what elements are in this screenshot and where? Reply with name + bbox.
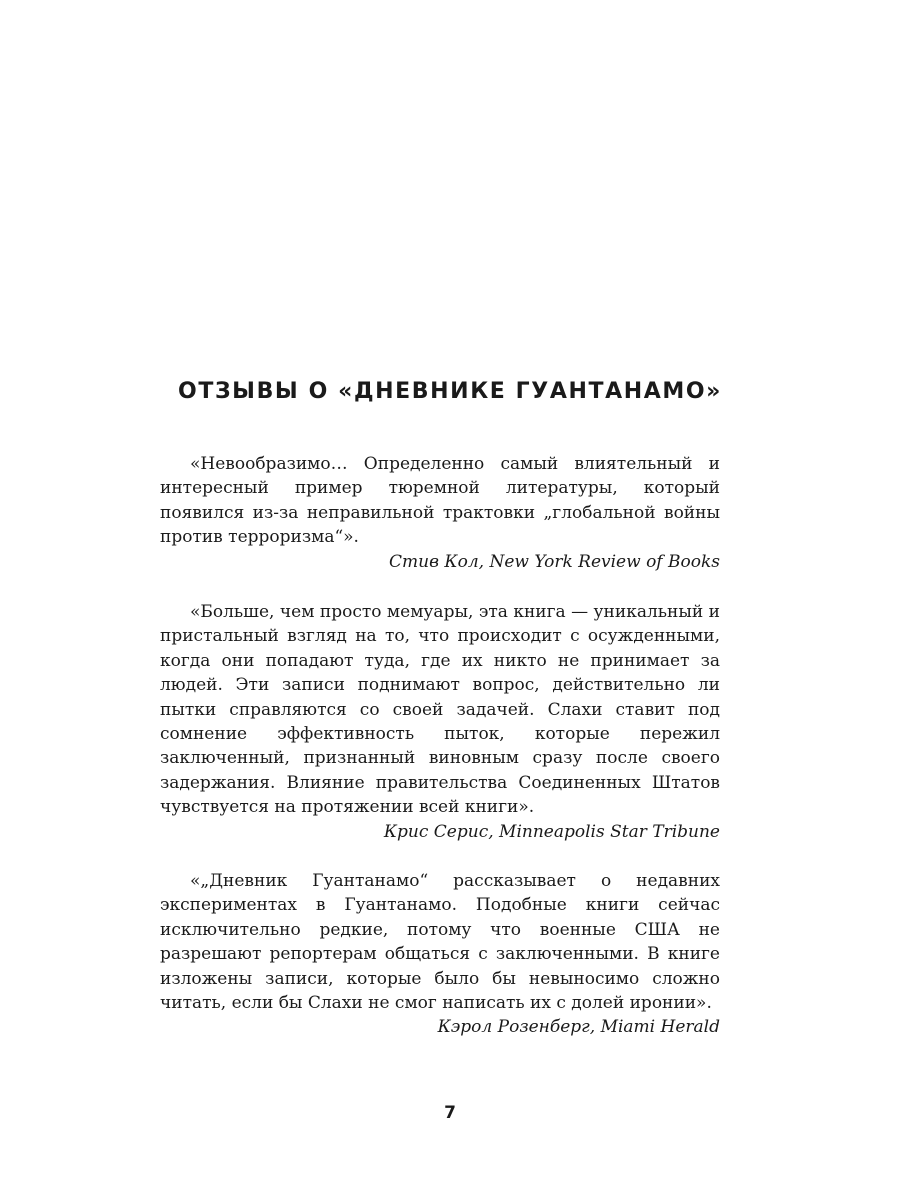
review-1: [160, 452, 720, 574]
review-text: «Больше, чем просто мемуары, эта книга — уникальный и пристальный взгляд на то, что происходит с осужденными, когда они попадают туда, где их никто не принимает за людей. Эти записи поднимают вопрос, действительно ли пытки справляются со своей задачей. Слахи ставит под сомнение эффективность пыток, которые пережил заключенный, признанный виновным сразу после своего задержания. Влияние правительства Соединенных Штатов чувствуется на протяжении всей книги».: [160, 602, 720, 818]
review-source: New York Review of Books: [489, 551, 720, 572]
review-3: [160, 869, 720, 1040]
review-attribution: [160, 1015, 720, 1039]
review-text: «„Дневник Гуантанамо“ рассказывает о недавних экспериментах в Гуантанамо. Подобные книги сейчас исключительно редкие, потому что военные США не разрешают репортерам общаться с заключенными. В книге изложены записи, которые было бы невыносимо сложно читать, если бы Слахи не смог написать их с долей иронии».: [160, 871, 720, 1014]
review-2: [160, 600, 720, 844]
review-source: Minneapolis Star Tribune: [499, 821, 720, 842]
review-author: Стив Кол,: [389, 551, 485, 572]
page-number: 7: [444, 1103, 456, 1123]
page-heading: ОТЗЫВЫ О «ДНЕВНИКЕ ГУАНТАНАМО»: [178, 379, 722, 404]
review-author: Кэрол Розенберг,: [437, 1017, 596, 1038]
review-text: «Невообразимо… Определенно самый влиятельный и интересный пример тюремной литературы, который появился из-за неправильной трактовки „глобальной войны против терроризма“».: [160, 454, 720, 548]
review-source: Miami Herald: [600, 1017, 720, 1038]
review-attribution: [160, 550, 720, 574]
review-attribution: [160, 820, 720, 844]
review-author: Крис Серис,: [383, 821, 494, 842]
